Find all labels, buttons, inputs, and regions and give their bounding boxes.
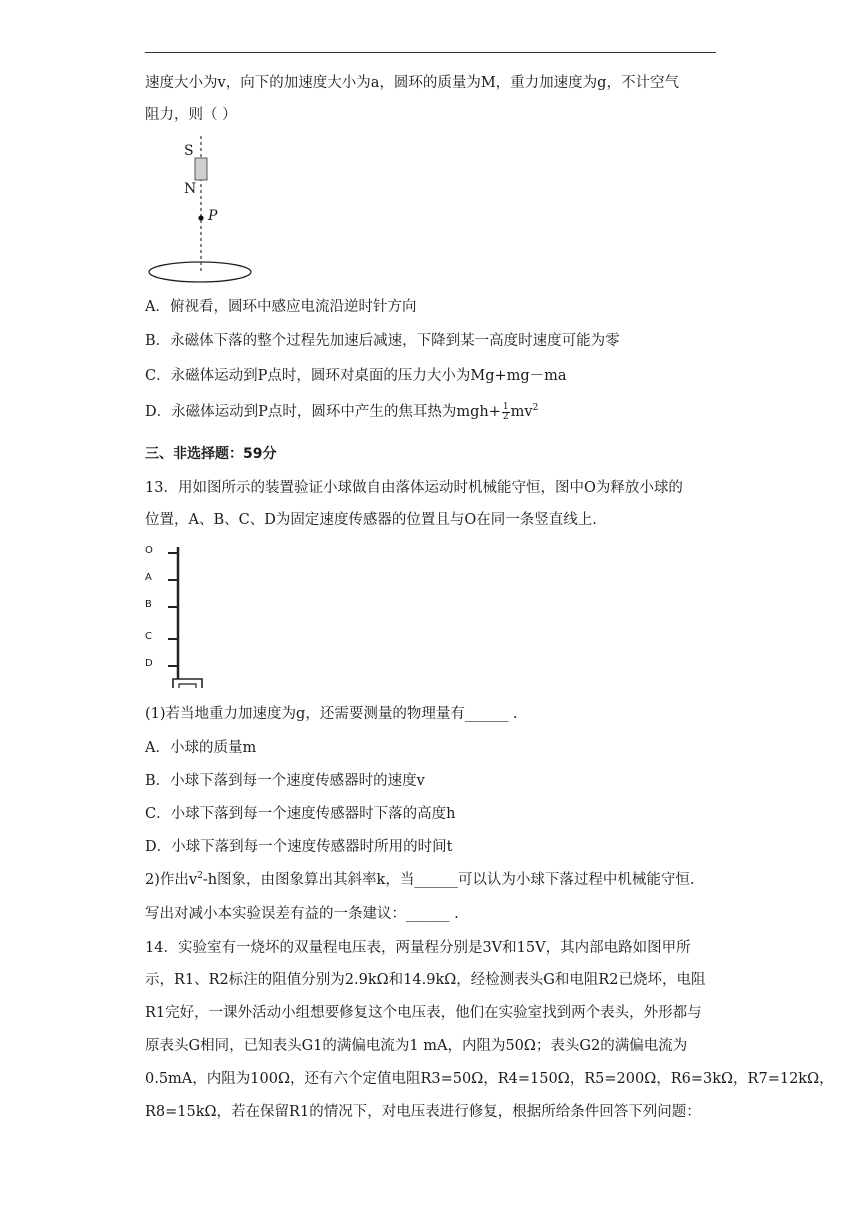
q13-sub2-line2: 写出对减小本实验误差有益的一条建议：______ .	[145, 906, 459, 922]
q13-option-b: B．小球下落到每一个速度传感器时的速度v	[145, 773, 425, 789]
q14-line3: R1完好，一课外活动小组想要修复这个电压表，他们在实验室找到两个表头，外形都与	[145, 1005, 702, 1021]
half-fraction	[502, 403, 510, 422]
header-rule	[145, 52, 716, 53]
label-c: C	[145, 631, 152, 642]
q12-option-b: B．永磁体下落的整个过程先加速后减速，下降到某一高度时速度可能为零	[145, 333, 620, 349]
section3-heading: 三、非选择题：59分	[145, 446, 277, 462]
q14-line2: 示，R1、R2标注的阻值分别为2.9kΩ和14.9kΩ，经检测表头G和电阻R2已烧坏，电阻	[145, 972, 706, 988]
q13-stem-line2: 位置，A、B、C、D为固定速度传感器的位置且与O在同一条竖直线上.	[145, 512, 597, 528]
q12-option-c: C．永磁体运动到P点时，圆环对桌面的压力大小为Mg+mg－ma	[145, 368, 567, 384]
q12-option-d-prefix: D．永磁体运动到P点时，圆环中产生的焦耳热为mgh+	[145, 404, 501, 420]
q13-sub2	[145, 870, 694, 890]
fraction-numerator: 1	[502, 401, 509, 412]
q13-sub2-sup: 2	[197, 871, 203, 882]
fraction-denominator: 2	[502, 411, 509, 422]
q13-sub2-suffix: -h图象，由图象算出其斜率k，当______可以认为小球下落过程中机械能守恒.	[202, 872, 695, 888]
point-p-label: P	[208, 208, 218, 224]
label-d: D	[145, 658, 153, 669]
q12-option-d-suffix: mv	[510, 404, 533, 420]
q12-stem-line1: 速度大小为v，向下的加速度大小为a，圆环的质量为M，重力加速度为g，不计空气	[145, 75, 679, 91]
magnet-n-label: N	[184, 181, 197, 197]
sensor-stand-figure	[140, 543, 220, 693]
q12-stem-line2: 阻力，则（ ）	[145, 107, 237, 123]
q14-line1: 14．实验室有一烧坏的双量程电压表，两量程分别是3V和15V，其内部电路如图甲所	[145, 940, 691, 956]
q13-stem-line1: 13．用如图所示的装置验证小球做自由落体运动时机械能守恒，图中O为释放小球的	[145, 480, 683, 496]
magnet-ring-figure	[140, 132, 260, 287]
q13-option-a: A．小球的质量m	[145, 740, 257, 756]
q14-line6: R8=15kΩ，若在保留R1的情况下，对电压表进行修复，根据所给条件回答下列问题：	[145, 1104, 701, 1120]
label-a: A	[145, 572, 152, 583]
q13-option-d: D．小球下落到每一个速度传感器时所用的时间t	[145, 839, 453, 855]
q12-option-d	[145, 402, 538, 422]
q14-line4: 原表头G相同，已知表头G1的满偏电流为1 mA，内阻为50Ω；表头G2的满偏电流为	[145, 1038, 688, 1054]
label-o: O	[145, 545, 153, 556]
q12-option-a: A．俯视看，圆环中感应电流沿逆时针方向	[145, 299, 417, 315]
q13-sub2-prefix: 2)作出v	[145, 872, 198, 888]
q14-line5: 0.5mA，内阻为100Ω，还有六个定值电阻R3=50Ω，R4=150Ω，R5=200Ω，R6=3kΩ，R7=12kΩ，	[145, 1071, 834, 1087]
label-b: B	[145, 599, 152, 610]
magnet-s-label: S	[184, 143, 194, 159]
q13-option-c: C．小球下落到每一个速度传感器时下落的高度h	[145, 806, 456, 822]
q12-option-d-sup: 2	[532, 403, 539, 414]
q13-sub1: (1)若当地重力加速度为g，还需要测量的物理量有______ .	[145, 706, 518, 722]
